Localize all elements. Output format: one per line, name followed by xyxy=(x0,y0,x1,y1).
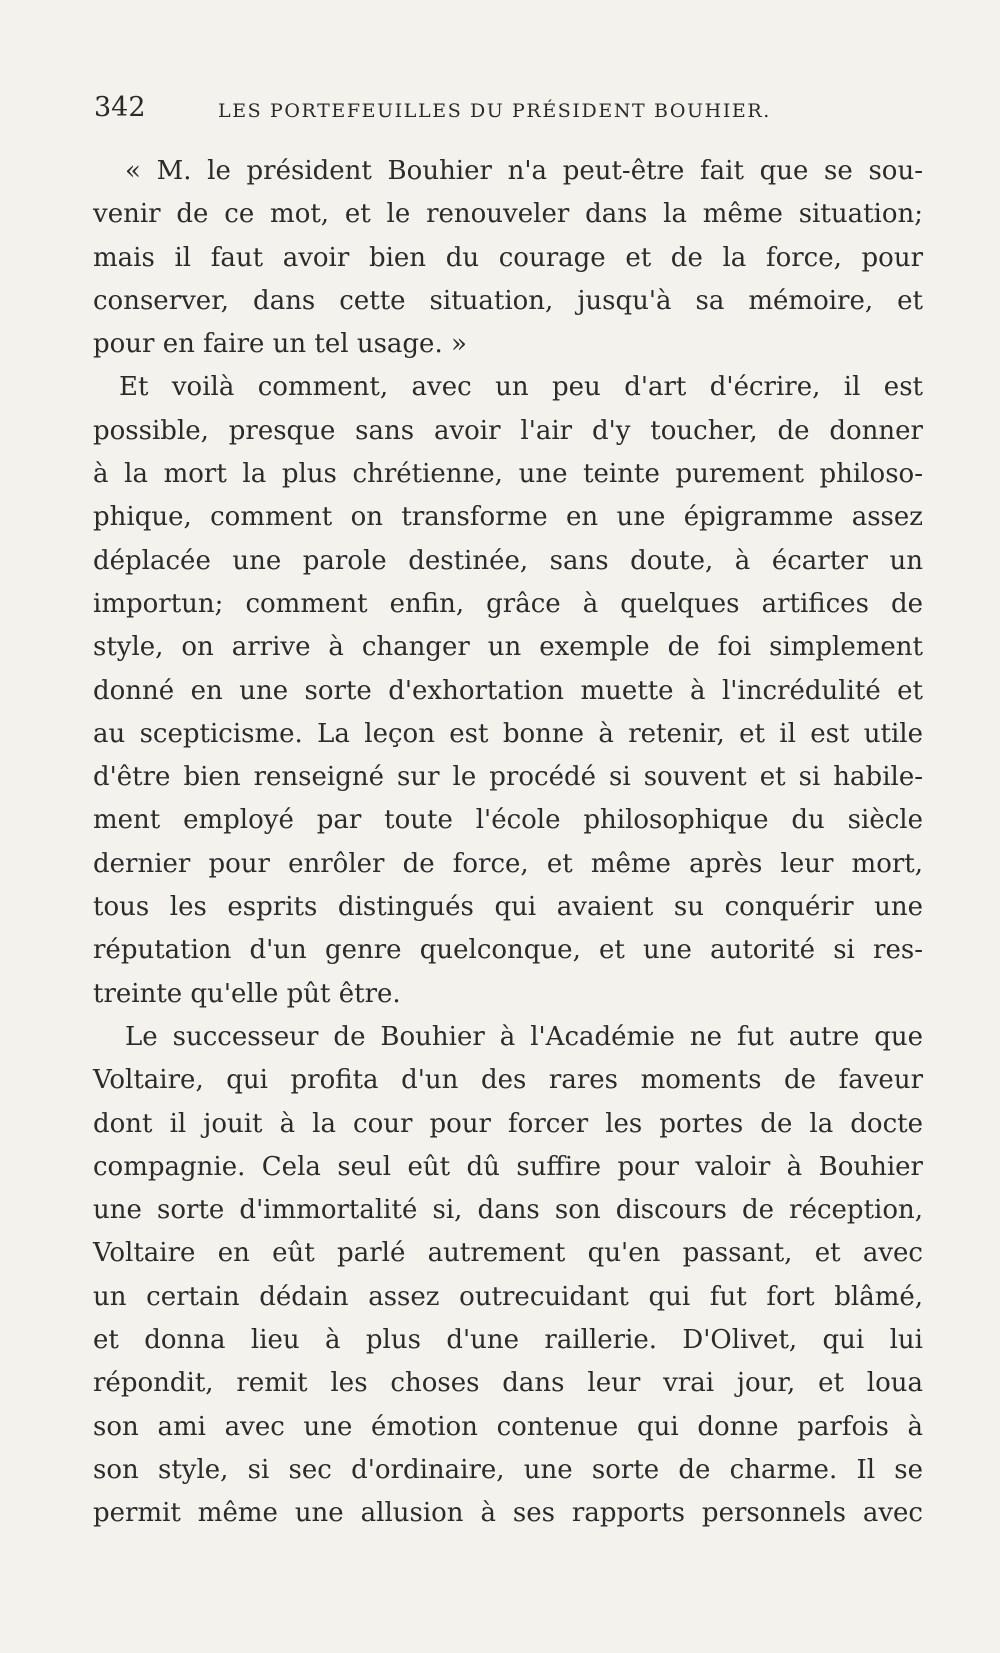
text-line: donné en une sorte d'exhortation muette à l'incrédulité et xyxy=(93,675,923,706)
text-line: dernier pour enrôler de force, et même après leur mort, xyxy=(93,848,923,879)
text-line: répondit, remit les choses dans leur vrai jour, et loua xyxy=(93,1368,923,1399)
text-line: une sorte d'immortalité si, dans son discours de réception, xyxy=(93,1195,923,1226)
text-line: venir de ce mot, et le renouveler dans la même situation; xyxy=(93,199,923,230)
text-line: ment employé par toute l'école philosophique du siècle xyxy=(93,805,923,836)
text-line: pour en faire un tel usage. » xyxy=(93,329,467,360)
text-line: compagnie. Cela seul eût dû suffire pour valoir à Bouhier xyxy=(93,1151,923,1182)
text-line: phique, comment on transforme en une épigramme assez xyxy=(93,502,923,533)
text-line: treinte qu'elle pût être. xyxy=(93,978,401,1009)
text-line: tous les esprits distingués qui avaient su conquérir une xyxy=(93,892,923,923)
page-header xyxy=(94,92,834,132)
text-line: et donna lieu à plus d'une raillerie. D'Olivet, qui lui xyxy=(93,1325,923,1356)
text-line: réputation d'un genre quelconque, et une autorité si res- xyxy=(93,935,923,966)
text-line: au scepticisme. La leçon est bonne à retenir, et il est utile xyxy=(93,718,923,749)
text-line: à la mort la plus chrétienne, une teinte purement philoso- xyxy=(93,459,923,490)
text-line: importun; comment enfin, grâce à quelques artifices de xyxy=(93,588,923,619)
text-line: déplacée une parole destinée, sans doute, à écarter un xyxy=(93,545,923,576)
text-line: conserver, dans cette situation, jusqu'à sa mémoire, et xyxy=(93,285,923,316)
text-line: un certain dédain assez outrecuidant qui fut fort blâmé, xyxy=(93,1281,923,1312)
text-line: d'être bien renseigné sur le procédé si souvent et si habile- xyxy=(93,762,923,793)
text-line: Voltaire, qui profita d'un des rares moments de faveur xyxy=(93,1065,923,1096)
text-line: permit même une allusion à ses rapports personnels avec xyxy=(93,1498,923,1529)
text-line: son ami avec une émotion contenue qui donne parfois à xyxy=(93,1411,923,1442)
text-line: « M. le président Bouhier n'a peut-être fait que se sou- xyxy=(125,156,923,186)
running-title: LES PORTEFEUILLES DU PRÉSIDENT BOUHIER. xyxy=(218,100,771,122)
text-line: Le successeur de Bouhier à l'Académie ne fut autre que xyxy=(125,1021,923,1052)
text-line: son style, si sec d'ordinaire, une sorte de charme. Il se xyxy=(93,1454,923,1485)
body-text xyxy=(93,150,923,1536)
text-line: mais il faut avoir bien du courage et de la force, pour xyxy=(93,242,923,273)
text-line: possible, presque sans avoir l'air d'y toucher, de donner xyxy=(93,415,923,446)
text-line: Et voilà comment, avec un peu d'art d'écrire, il est xyxy=(119,372,923,403)
text-line: Voltaire en eût parlé autrement qu'en passant, et avec xyxy=(93,1238,923,1269)
text-line: style, on arrive à changer un exemple de foi simplement xyxy=(93,632,923,663)
text-line: dont il jouit à la cour pour forcer les portes de la docte xyxy=(93,1108,923,1139)
page-number: 342 xyxy=(94,92,146,123)
